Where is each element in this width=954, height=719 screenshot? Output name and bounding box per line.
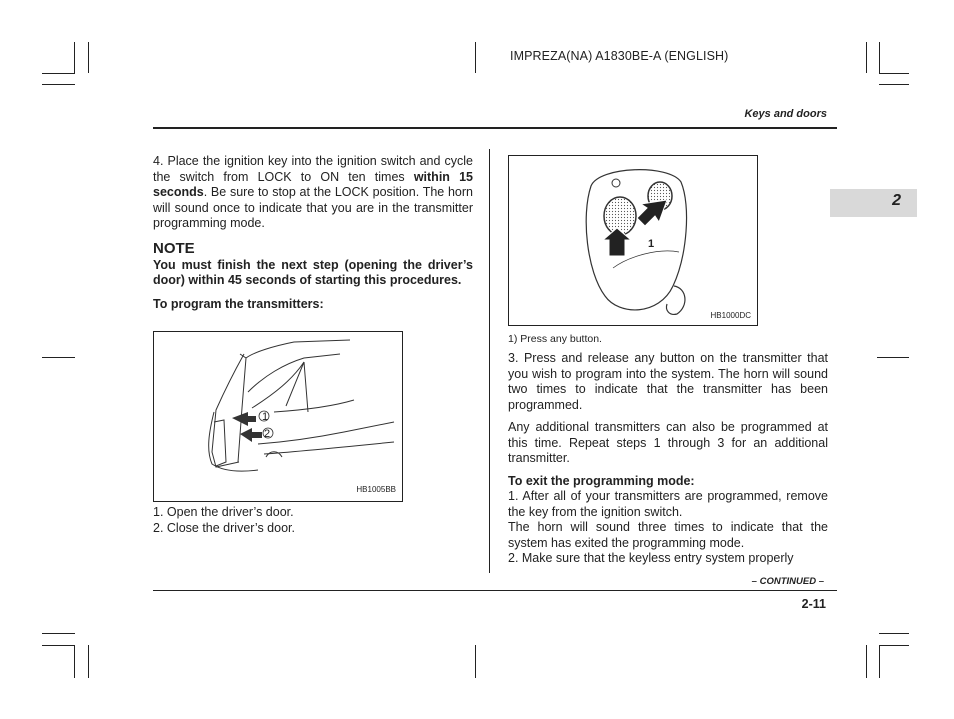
document-code: IMPREZA(NA) A1830BE-A (ENGLISH) (510, 49, 729, 63)
step-close-door: 2. Close the driver’s door. (153, 520, 295, 535)
page-number: 2-11 (801, 597, 826, 611)
note-title: NOTE (153, 239, 195, 257)
footer-rule (153, 590, 837, 591)
transmitter-illustration (509, 156, 757, 325)
exit-step-2: 2. Make sure that the keyless entry system properly (508, 551, 794, 565)
header-rule (153, 127, 837, 129)
transmitter-figure (508, 155, 758, 326)
exit-horn: The horn will sound three times to indicate that the system has exited the programming mode. (508, 520, 828, 550)
left-column (153, 154, 473, 312)
right-column (508, 351, 828, 567)
column-divider (489, 149, 490, 573)
additional-transmitters: Any additional transmitters can also be programmed at this time. Repeat steps 1 through 3 for an additional transmitter. (508, 420, 828, 465)
note-text: You must finish the next step (opening the driver’s door) within 45 seconds of starting this procedures. (153, 257, 473, 287)
door-steps (153, 505, 473, 536)
door-figure (153, 331, 403, 502)
callout-2: 2 (264, 428, 271, 440)
continued-label: – CONTINUED – (751, 576, 824, 587)
step-3: 3. Press and release any button on the transmitter that you wish to program into the system. The horn will sound two times to indicate that the transmitter has been programmed. (508, 351, 828, 412)
exit-step-1: 1. After all of your transmitters are programmed, remove the key from the ignition switch. (508, 489, 828, 519)
chapter-number: 2 (892, 192, 901, 209)
program-heading: To program the transmitters: (153, 296, 324, 311)
car-door-illustration (154, 332, 402, 501)
figure-code: HB1000DC (710, 311, 751, 320)
step-4: 4. Place the ignition key into the ignition switch and cycle the switch from LOCK to ON ten times within 15 seconds. Be sure to stop at the LOCK position. The horn will sound once to indicate that you are in the transmitter programming mode. (153, 154, 473, 230)
figure-code: HB1005BB (356, 485, 396, 494)
section-title: Keys and doors (744, 108, 827, 120)
exit-heading: To exit the programming mode: (508, 473, 695, 488)
callout-1: 1 (648, 238, 655, 250)
chapter-tab (830, 189, 917, 217)
callout-1: 1 (262, 411, 269, 423)
step-open-door: 1. Open the driver’s door. (153, 505, 294, 519)
figure-caption: 1) Press any button. (508, 333, 602, 345)
